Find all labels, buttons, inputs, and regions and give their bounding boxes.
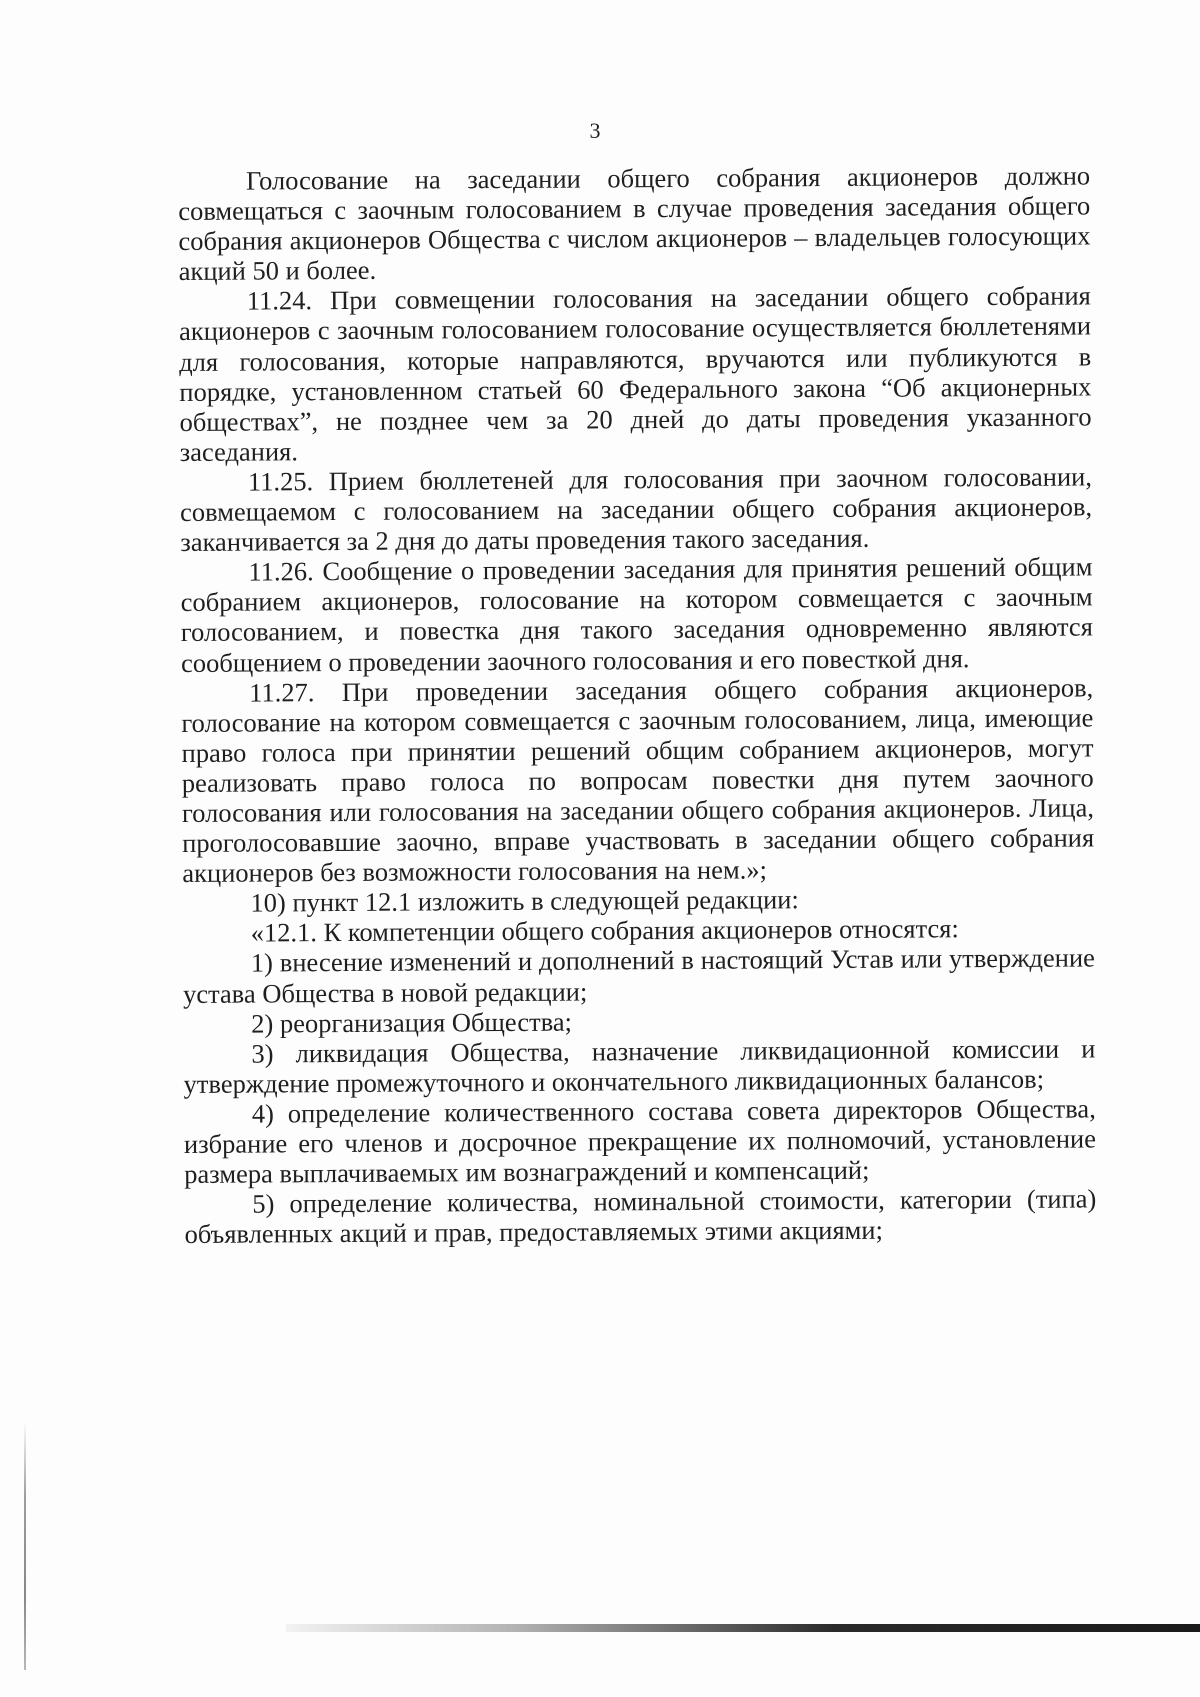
page-number: 3 xyxy=(589,118,601,143)
paragraph-11-25: 11.25. Прием бюллетеней для голосования при заочном голосовании, совмещаемом с голосованием на заседании общего собрания акционеров, заканчивается за 2 дня до даты проведения такого заседания. xyxy=(180,461,1093,558)
scan-edge-line xyxy=(24,1420,26,1670)
paragraph-11-26: 11.26. Сообщение о проведении заседания для принятия решений общим собранием акционеров, голосование на котором совмещается с заочным голосованием, и повестка дня такого заседания одновременно являются сообщением о проведении заочного голосования и его повесткой дня. xyxy=(180,551,1093,678)
paragraph-11-27: 11.27. При проведении заседания общего собрания акционеров, голосование на котором совмещается с заочным голосованием, лица, имеющие право голоса при принятии решений общим собранием акционеров, могут реализовать право голоса по вопросам повестки дня путем заочного голосования или голосования на заседании общего собрания акционеров. Лица, проголосовавшие заочно, вправе участвовать в заседании общего собрания акционеров без возможности голосования на нем.»; xyxy=(181,672,1095,889)
paragraph-voting-combined: Голосование на заседании общего собрания акционеров должно совмещаться с заочным голосованием в случае проведения заседания общего собрания акционеров Общества с числом акционеров – владельцев голосующих акций 50 и более. xyxy=(178,160,1091,287)
document-body xyxy=(178,160,1097,1249)
list-item-5: 5) определение количества, номинальной стоимости, категории (типа) объявленных акций и прав, предоставляемых этими акциями; xyxy=(184,1183,1097,1250)
list-item-2: 2) реорганизация Общества; xyxy=(251,1006,573,1039)
list-item-1: 1) внесение изменений и дополнений в настоящий Устав или утверждение устава Общества в новой редакции; xyxy=(182,942,1095,1009)
list-item-3: 3) ликвидация Общества, назначение ликвидационной комиссии и утверждение промежуточного и окончательного ликвидационных балансов; xyxy=(183,1033,1096,1099)
paragraph-item-10: 10) пункт 12.1 изложить в следующей редакции: xyxy=(250,884,799,918)
paragraph-11-24: 11.24. При совмещении голосования на заседании общего собрания акционеров с заочным голосованием голосование осуществляется бюллетенями для голосования, которые направляются, вручаются или публикуются в порядке, установленном статьей 60 Федерального закона “Об акционерных обществах”, не позднее чем за 20 дней до даты проведения указанного заседания. xyxy=(178,280,1092,467)
list-item-4: 4) определение количественного состава совета директоров Общества, избрание его членов и досрочное прекращение их полномочий, установление размера выплачиваемых им вознаграждений и компенсаций; xyxy=(183,1093,1097,1190)
paragraph-12-1: «12.1. К компетенции общего собрания акционеров относятся: xyxy=(250,913,959,948)
scan-bottom-shadow xyxy=(286,1624,1200,1632)
